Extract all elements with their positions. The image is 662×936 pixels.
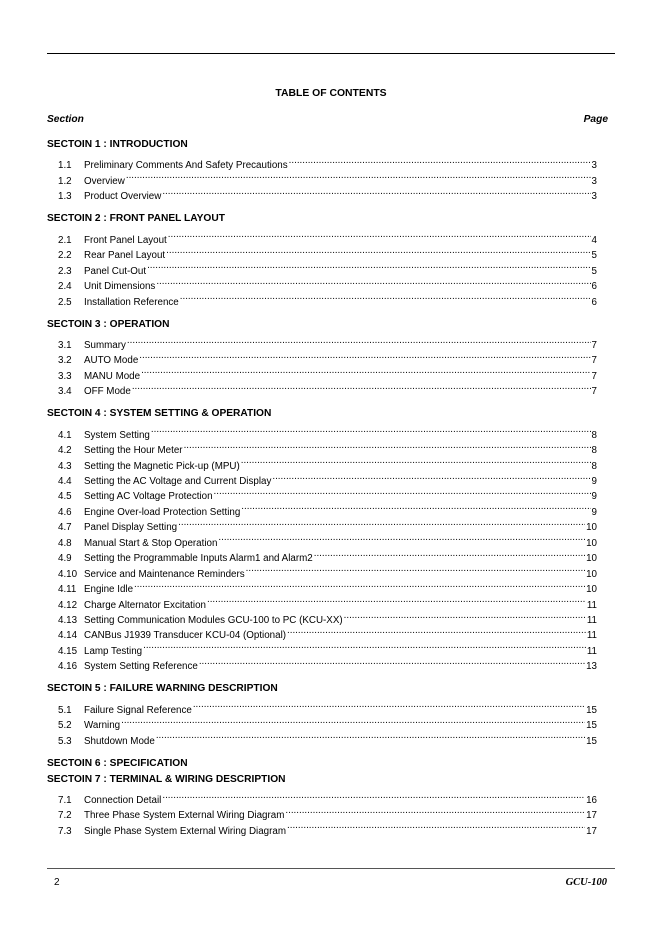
dot-leader (156, 274, 590, 289)
entry-number: 4.11 (58, 584, 77, 596)
entry-title: Summary (84, 339, 126, 351)
dot-leader (218, 530, 585, 545)
dot-leader (141, 363, 590, 378)
dot-leader (162, 788, 585, 803)
entry-page-number: 5 (591, 250, 597, 262)
entry-number: 1.2 (58, 175, 72, 187)
entry-number: 2.5 (58, 296, 72, 308)
entry-page-number: 15 (586, 735, 597, 747)
entry-page-number: 7 (591, 386, 597, 398)
entry-page-number: 3 (591, 175, 597, 187)
dot-leader (178, 515, 585, 530)
entry-title: AUTO Mode (84, 355, 139, 367)
entry-title: Warning (84, 720, 121, 732)
entry-title: Panel Display Setting (84, 522, 178, 534)
dot-leader (121, 713, 585, 728)
dot-leader (241, 499, 590, 514)
entry-title: System Setting Reference (84, 661, 198, 673)
dot-leader (147, 258, 590, 273)
toc-entry (47, 697, 597, 716)
entry-title: Setting the Hour Meter (84, 445, 183, 457)
entry-page-number: 4 (591, 234, 597, 246)
dot-leader (166, 243, 590, 258)
toc-section (47, 211, 597, 308)
entry-page-number: 11 (586, 630, 597, 642)
entry-number: 5.3 (58, 735, 72, 747)
dot-leader (285, 803, 585, 818)
entry-title: Engine Idle (84, 584, 134, 596)
dot-leader (127, 333, 591, 348)
dot-leader (214, 484, 591, 499)
entry-number: 4.14 (58, 630, 78, 642)
entry-page-number: 17 (586, 825, 597, 837)
entry-page-number: 10 (586, 553, 597, 565)
entry-page-number: 3 (591, 191, 597, 203)
dot-leader (241, 453, 591, 468)
entry-page-number: 10 (586, 568, 597, 580)
dot-leader (168, 227, 591, 242)
toc-section (47, 681, 597, 747)
entry-number: 4.4 (58, 476, 72, 487)
entry-title: Shutdown Mode (84, 735, 155, 747)
entry-page-number: 13 (586, 661, 597, 673)
dot-leader (207, 592, 586, 607)
entry-number: 4.8 (58, 537, 72, 549)
entry-page-number: 7 (591, 339, 597, 351)
entry-number: 4.5 (58, 491, 72, 503)
dot-leader (193, 697, 585, 712)
entry-page-number: 9 (591, 476, 597, 487)
entry-number: 1.1 (58, 160, 72, 172)
entry-page-number: 8 (591, 460, 597, 472)
entry-number: 4.15 (58, 645, 78, 657)
dot-leader (289, 153, 591, 168)
entry-title: Setting Communication Modules GCU-100 to PC (KCU-XX) (84, 614, 343, 626)
entry-page-number: 6 (591, 296, 597, 308)
toc-entry (47, 788, 597, 806)
header-rule (47, 53, 615, 54)
entry-page-number: 15 (586, 720, 597, 732)
dot-leader (199, 654, 585, 669)
entry-title: Engine Over-load Protection Setting (84, 506, 241, 518)
entry-number: 4.6 (58, 506, 72, 518)
section-title: SECTOIN 4 : SYSTEM SETTING & OPERATION (47, 408, 272, 420)
entry-number: 7.2 (58, 810, 72, 822)
entry-page-number: 10 (586, 537, 597, 549)
section-title: SECTOIN 6 : SPECIFICATION (47, 757, 188, 769)
dot-leader (143, 638, 586, 653)
entry-number: 1.3 (58, 191, 72, 203)
column-headers (47, 114, 608, 125)
toc-section (47, 756, 597, 772)
dot-leader (246, 561, 585, 576)
entry-number: 4.9 (58, 553, 72, 565)
entry-title: Rear Panel Layout (84, 250, 166, 262)
entry-number: 2.1 (58, 234, 72, 246)
toc-section (47, 772, 597, 837)
entry-number: 4.10 (58, 568, 78, 580)
dot-leader (134, 577, 585, 592)
dot-leader (139, 348, 590, 363)
dot-leader (184, 438, 591, 453)
dot-leader (126, 168, 591, 183)
section-title: SECTOIN 3 : OPERATION (47, 318, 170, 330)
entry-page-number: 16 (586, 795, 597, 806)
toc-section (47, 406, 597, 673)
footer-document-name: GCU-100 (565, 877, 607, 888)
toc-list (47, 137, 597, 837)
entry-title: MANU Mode (84, 370, 141, 382)
section-column-label: Section (47, 114, 84, 125)
dot-leader (180, 289, 591, 304)
entry-title: Setting the Programmable Inputs Alarm1 and Alarm2 (84, 553, 313, 565)
entry-number: 4.12 (58, 599, 78, 611)
entry-page-number: 15 (586, 704, 597, 716)
entry-title: Lamp Testing (84, 645, 143, 657)
toc-entry (47, 422, 597, 441)
entry-page-number: 9 (591, 491, 597, 503)
section-title: SECTOIN 2 : FRONT PANEL LAYOUT (47, 213, 225, 225)
entry-title: Product Overview (84, 191, 162, 203)
footer-page-number: 2 (54, 877, 60, 888)
entry-page-number: 17 (586, 810, 597, 822)
entry-number: 3.1 (58, 339, 72, 351)
dot-leader (162, 184, 590, 199)
entry-page-number: 11 (586, 645, 597, 657)
entry-number: 5.2 (58, 720, 72, 732)
entry-title: Setting the AC Voltage and Current Display (84, 476, 272, 487)
entry-title: Connection Detail (84, 795, 162, 806)
entry-title: Single Phase System External Wiring Diagram (84, 825, 287, 837)
entry-title: Setting the Magnetic Pick-up (MPU) (84, 460, 240, 472)
entry-number: 7.1 (58, 795, 72, 806)
entry-page-number: 3 (591, 160, 597, 172)
entry-title: Panel Cut-Out (84, 265, 147, 277)
entry-number: 3.4 (58, 386, 72, 398)
entry-page-number: 8 (591, 429, 597, 441)
entry-page-number: 9 (591, 506, 597, 518)
entry-title: Preliminary Comments And Safety Precautions (84, 160, 288, 172)
dot-leader (287, 623, 586, 638)
entry-title: Front Panel Layout (84, 234, 167, 246)
entry-title: Overview (84, 175, 125, 187)
entry-number: 7.3 (58, 825, 72, 837)
entry-title: Service and Maintenance Reminders (84, 568, 245, 580)
entry-page-number: 5 (591, 265, 597, 277)
entry-page-number: 11 (586, 599, 597, 611)
entry-title: Charge Alternator Excitation (84, 599, 206, 611)
entry-number: 4.7 (58, 522, 72, 534)
dot-leader (314, 546, 585, 561)
entry-page-number: 7 (591, 355, 597, 367)
entry-title: Setting AC Voltage Protection (84, 491, 213, 503)
entry-page-number: 11 (586, 614, 597, 626)
entry-title: Installation Reference (84, 296, 179, 308)
entry-number: 3.3 (58, 370, 72, 382)
toc-section (47, 317, 597, 398)
toc-entry (47, 168, 597, 187)
toc-entry (47, 333, 597, 351)
entry-number: 2.4 (58, 281, 72, 293)
entry-number: 5.1 (58, 704, 72, 716)
footer-rule (47, 868, 615, 869)
entry-title: CANBus J1939 Transducer KCU-04 (Optional) (84, 630, 287, 642)
entry-number: 4.2 (58, 445, 72, 457)
entry-number: 4.1 (58, 429, 72, 441)
dot-leader (132, 379, 591, 394)
toc-section (47, 137, 597, 203)
entry-title: Failure Signal Reference (84, 704, 192, 716)
toc-title: TABLE OF CONTENTS (275, 88, 387, 99)
toc-entry (47, 153, 597, 172)
dot-leader (344, 608, 586, 623)
entry-number: 4.13 (58, 614, 78, 626)
toc-entry (47, 227, 597, 246)
entry-title: OFF Mode (84, 386, 131, 398)
entry-title: Unit Dimensions (84, 281, 156, 293)
entry-page-number: 10 (586, 522, 597, 534)
entry-title: System Setting (84, 429, 150, 441)
entry-number: 2.2 (58, 250, 72, 262)
dot-leader (151, 422, 591, 437)
entry-page-number: 6 (591, 281, 597, 293)
entry-number: 4.16 (58, 661, 78, 673)
toc-entry (47, 713, 597, 732)
section-title: SECTOIN 5 : FAILURE WARNING DESCRIPTION (47, 683, 278, 695)
entry-page-number: 8 (591, 445, 597, 457)
entry-number: 4.3 (58, 460, 72, 472)
entry-number: 3.2 (58, 355, 72, 367)
dot-leader (272, 469, 590, 484)
section-title: SECTOIN 7 : TERMINAL & WIRING DESCRIPTION (47, 773, 286, 785)
page-column-label: Page (583, 114, 608, 125)
entry-page-number: 10 (586, 584, 597, 596)
dot-leader (156, 728, 585, 743)
entry-title: Manual Start & Stop Operation (84, 537, 218, 549)
entry-page-number: 7 (591, 370, 597, 382)
dot-leader (287, 818, 585, 833)
section-title: SECTOIN 1 : INTRODUCTION (47, 139, 188, 150)
entry-number: 2.3 (58, 265, 72, 277)
toc-entry (47, 348, 597, 367)
toc-entry (47, 728, 597, 747)
toc-entry (47, 184, 597, 203)
entry-title: Three Phase System External Wiring Diagram (84, 810, 285, 822)
